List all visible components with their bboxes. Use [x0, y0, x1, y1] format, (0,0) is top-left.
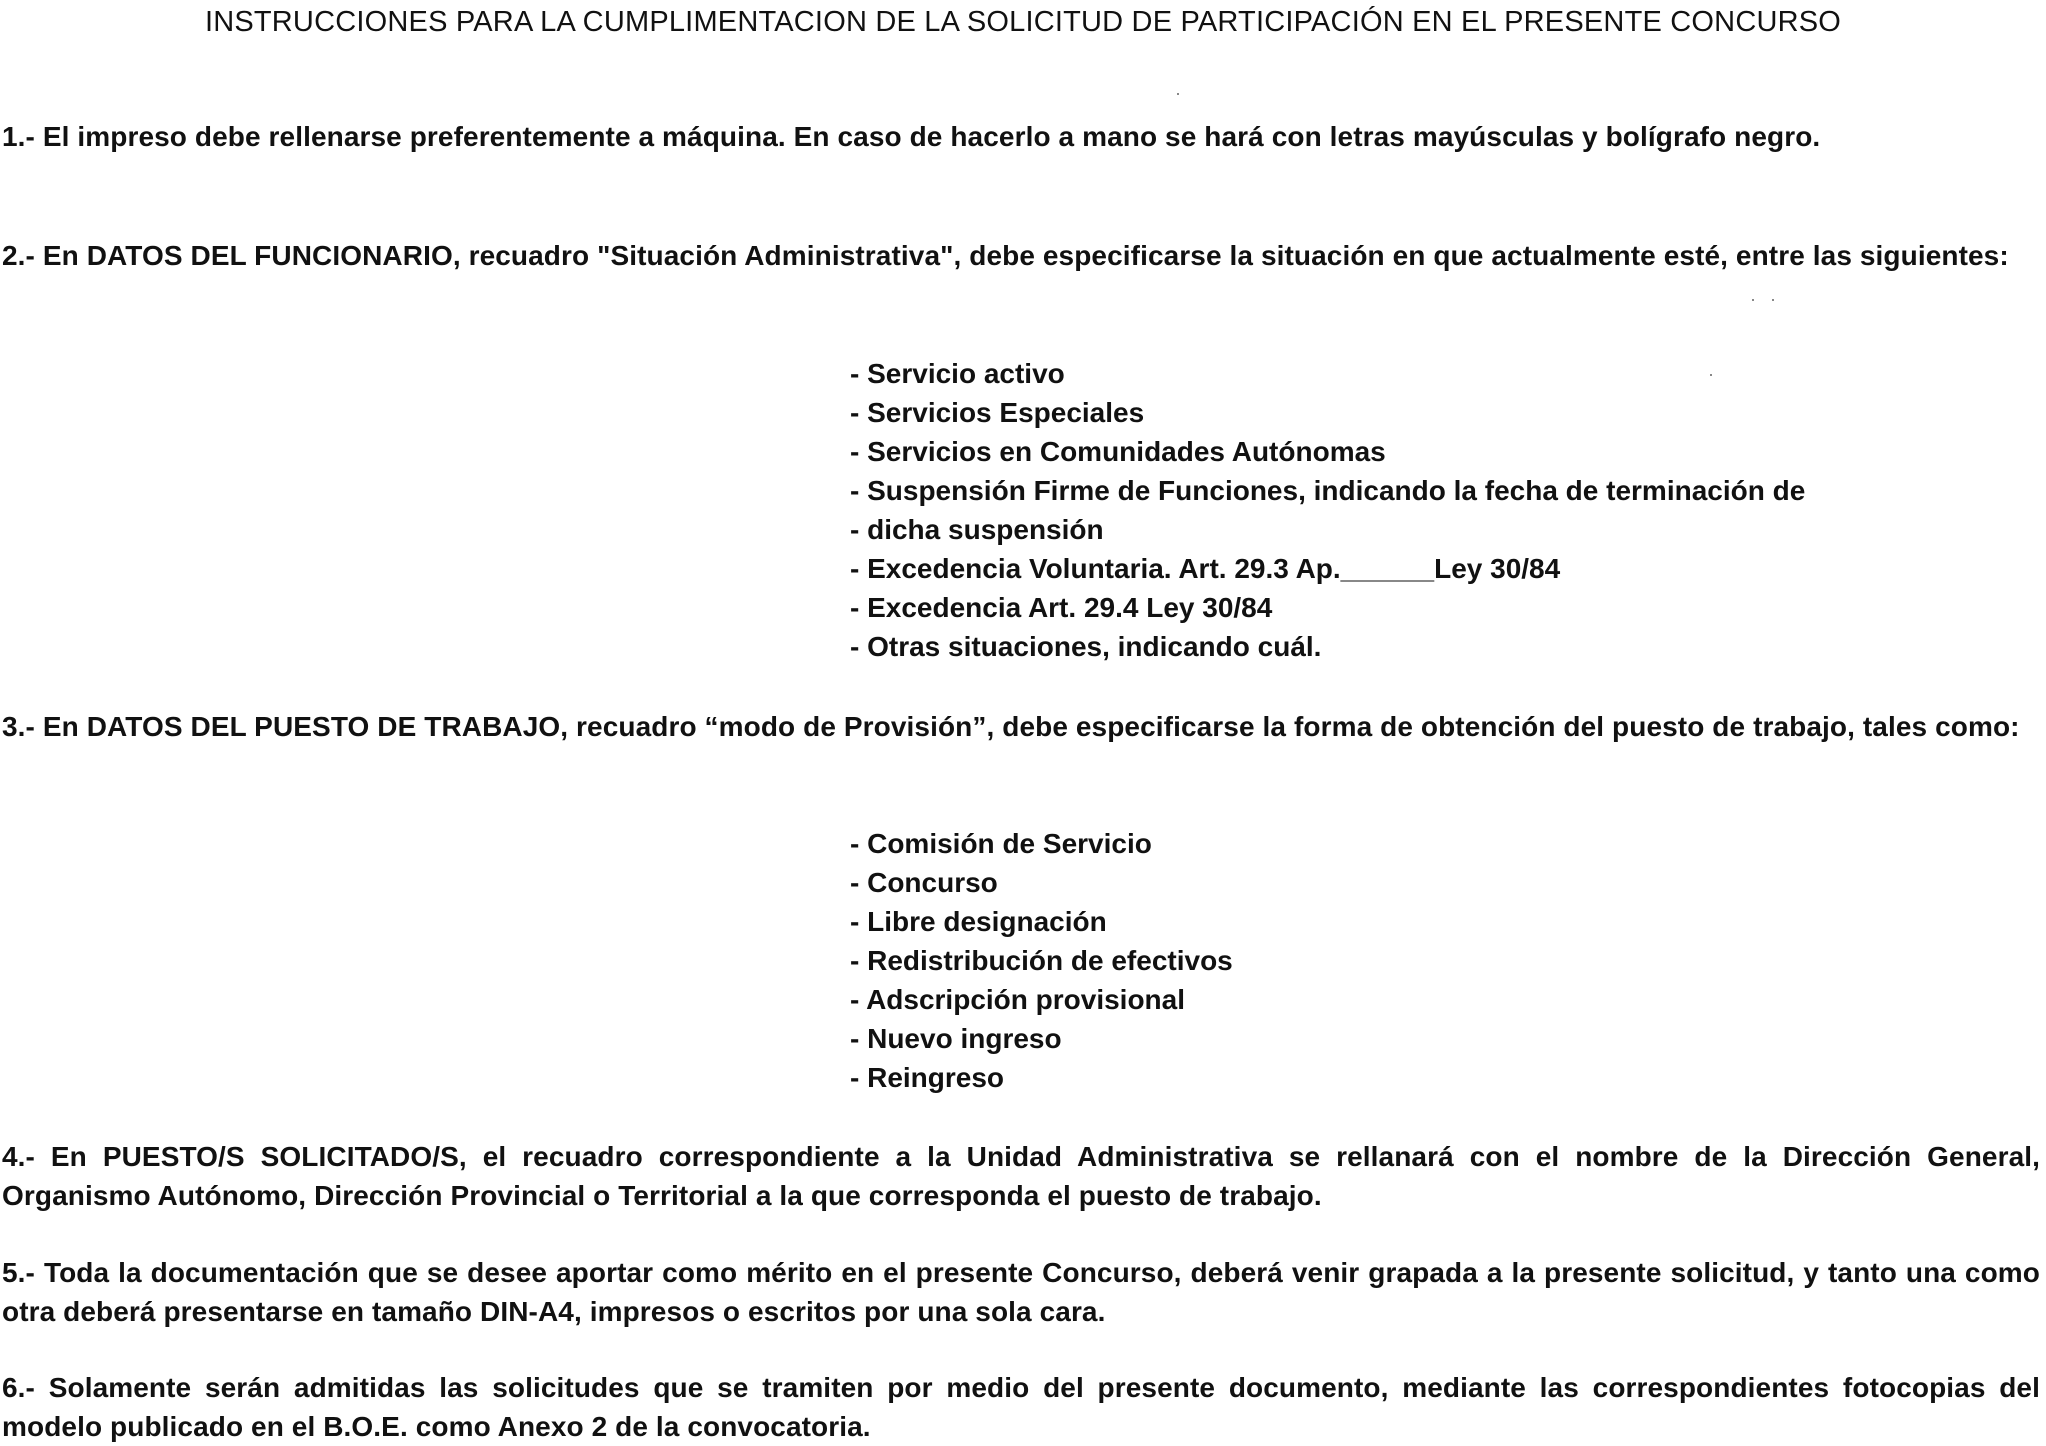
list-item: - Nuevo ingreso: [850, 1023, 1062, 1054]
list-item: - Excedencia Art. 29.4 Ley 30/84: [850, 592, 1273, 623]
list-item: - Servicios Especiales: [850, 397, 1145, 428]
instruction-6: 6.- Solamente serán admitidas las solicitudes que se tramiten por medio del presente documento, mediante las correspondientes fotocopias del modelo publicado en el B.O.E. como Anexo 2 de la convocatoria.: [2, 1372, 2040, 1442]
provision-list: [850, 824, 1233, 1097]
list-item: - dicha suspensión: [850, 514, 1104, 545]
scan-speck: [1177, 93, 1179, 95]
scan-speck: [1772, 299, 1774, 301]
list-item: - Otras situaciones, indicando cuál.: [850, 631, 1322, 662]
list-item: - Comisión de Servicio: [850, 828, 1152, 859]
list-item: - Concurso: [850, 867, 998, 898]
list-item: - Suspensión Firme de Funciones, indicando la fecha de terminación de: [850, 475, 1806, 506]
list-item: - Redistribución de efectivos: [850, 945, 1233, 976]
instruction-1: 1.- El impreso debe rellenarse preferentemente a máquina. En caso de hacerlo a mano se hará con letras mayúsculas y bolígrafo negro.: [2, 121, 1821, 152]
page-title: INSTRUCCIONES PARA LA CUMPLIMENTACION DE LA SOLICITUD DE PARTICIPACIÓN EN EL PRESENTE CONCURSO: [204, 6, 1842, 38]
instruction-4: 4.- En PUESTO/S SOLICITADO/S, el recuadro correspondiente a la Unidad Administrativa se rellanará con el nombre de la Dirección General, Organismo Autónomo, Dirección Provincial o Territorial a la que corresponda el puesto de trabajo.: [2, 1141, 2040, 1211]
list-item: - Libre designación: [850, 906, 1107, 937]
instruction-2: 2.- En DATOS DEL FUNCIONARIO, recuadro "Situación Administrativa", debe especificarse la situación en que actualmente esté, entre las siguientes:: [2, 240, 2009, 271]
scan-speck: [1710, 374, 1712, 376]
list-item: - Reingreso: [850, 1062, 1005, 1093]
situaciones-list: [850, 354, 1805, 666]
list-item: - Adscripción provisional: [850, 984, 1186, 1015]
list-item: - Servicios en Comunidades Autónomas: [850, 436, 1386, 467]
scan-speck: [1752, 299, 1754, 301]
instruction-5: 5.- Toda la documentación que se desee aportar como mérito en el presente Concurso, deberá venir grapada a la presente solicitud, y tanto una como otra deberá presentarse en tamaño DIN-A4, impresos o escritos por una sola cara.: [2, 1257, 2040, 1327]
instruction-3: 3.- En DATOS DEL PUESTO DE TRABAJO, recuadro “modo de Provisión”, debe especificarse la forma de obtención del puesto de trabajo, tales como:: [2, 711, 2020, 742]
list-item: - Excedencia Voluntaria. Art. 29.3 Ap.______Ley 30/84: [850, 553, 1561, 584]
list-item: - Servicio activo: [850, 358, 1065, 389]
